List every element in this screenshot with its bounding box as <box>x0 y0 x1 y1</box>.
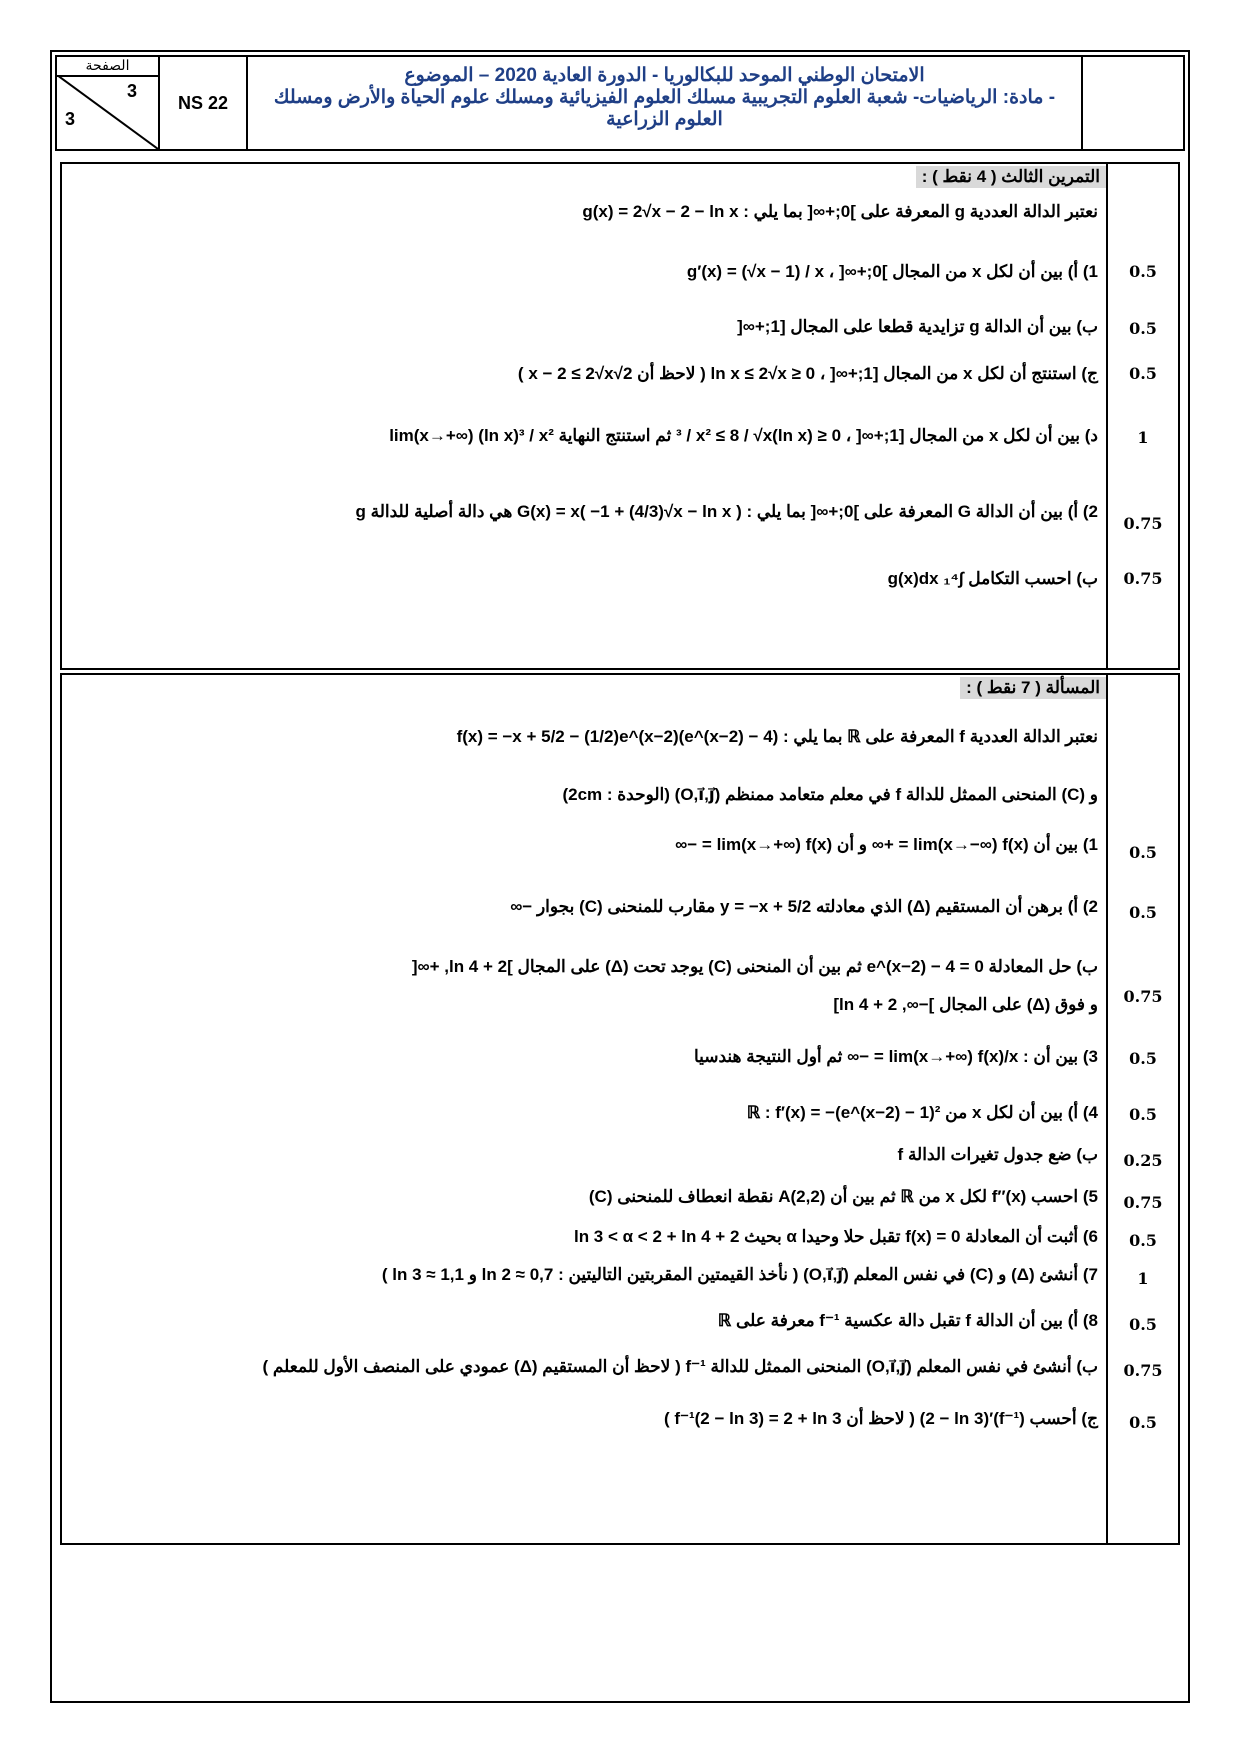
problem-row: ب) حل المعادلة e^(x−2) − 4 = 0 ثم بين أن المنحنى (C) يوجد تحت (Δ) على المجال ]2 + ln 4, +∞[ <box>411 957 1098 976</box>
problem-row: ب) ضع جدول تغيرات الدالة f <box>897 1145 1098 1164</box>
points-value: 0.5 <box>1129 1413 1157 1432</box>
points-value: 0.75 <box>1123 569 1163 588</box>
points-value: 0.5 <box>1129 903 1157 922</box>
problem-section <box>60 673 1180 1545</box>
problem-row: نعتبر الدالة العددية f المعرفة على ℝ بما يلي : f(x) = −x + 5/2 − (1/2)e^(x−2)(e^(x−2) − 4) <box>456 727 1098 746</box>
points-value: 0.5 <box>1129 364 1157 383</box>
points-column-divider <box>1106 164 1108 668</box>
ex3-row: 2) أ) بين أن الدالة G المعرفة على ]0;+∞[ بما يلي : G(x) = x( −1 + (4/3)√x − ln x ) هي دالة أصلية للدالة g <box>355 502 1098 521</box>
problem-row: 3) بين أن : lim(x→+∞) f(x)/x = −∞ ثم أول النتيجة هندسيا <box>693 1047 1098 1066</box>
points-value: 0.5 <box>1129 1231 1157 1250</box>
problem-row: 7) أنشئ (Δ) و (C) في نفس المعلم (O,i⃗,j⃗) ( نأخذ القيمتين المقربتين التاليتين : ln 2 ≈ 0,7 و ln 3 ≈ 1,1 ) <box>381 1265 1098 1284</box>
ex3-row: نعتبر الدالة العددية g المعرفة على ]0;+∞[ بما يلي : g(x) = 2√x − 2 − ln x <box>582 202 1098 221</box>
ex3-row: ب) احسب التكامل ∫₁⁴ g(x)dx <box>887 569 1098 588</box>
points-value: 1 <box>1137 428 1149 447</box>
problem-row: 8) أ) بين أن الدالة f تقبل دالة عكسية f⁻¹ معرفة على ℝ <box>717 1311 1098 1330</box>
problem-title: المسألة ( 7 نقط ) : <box>960 677 1106 699</box>
problem-row: 6) أثبت أن المعادلة f(x) = 0 تقبل حلا وحيدا α بحيث 2 + ln 3 < α < 2 + ln 4 <box>573 1227 1098 1246</box>
points-value: 0.5 <box>1129 319 1157 338</box>
page-number-box <box>55 55 160 151</box>
points-value: 0.5 <box>1129 1105 1157 1124</box>
points-value: 0.5 <box>1129 1049 1157 1068</box>
exam-code: NS 22 <box>158 55 248 151</box>
points-value: 0.5 <box>1129 1315 1157 1334</box>
page-total: 3 <box>65 109 76 129</box>
points-value: 0.75 <box>1123 1361 1163 1380</box>
points-value: 0.5 <box>1129 262 1157 281</box>
points-value: 0.75 <box>1123 987 1163 1006</box>
ex3-row: 1) أ) بين أن لكل x من المجال ]0;+∞[ ، g′(x) = (√x − 1) / x <box>686 262 1098 281</box>
title-line-2: - مادة: الرياضيات- شعبة العلوم التجريبية مسلك العلوم الفيزيائية ومسلك علوم الحياة والأرض ومسلك <box>273 87 1056 108</box>
ex3-row: ب) بين أن الدالة g تزايدية قطعا على المجال [1;+∞[ <box>737 317 1098 336</box>
problem-row: ب) أنشئ في نفس المعلم (O,i⃗,j⃗) المنحنى الممثل للدالة f⁻¹ ( لاحظ أن المستقيم (Δ) عمودي على المنصف الأول للمعلم ) <box>262 1357 1098 1376</box>
problem-row: 4) أ) بين أن لكل x من ℝ : f′(x) = −(e^(x−2) − 1)² <box>746 1103 1098 1122</box>
ex3-row: ج) استنتج أن لكل x من المجال [1;+∞[ ، 0 ≤ ln x ≤ 2√x ( لاحظ أن 2√x − 2 ≤ 2√x ) <box>517 364 1098 383</box>
exercise-3-section <box>60 162 1180 670</box>
exam-header <box>55 55 1185 151</box>
points-value: 0.25 <box>1123 1151 1163 1170</box>
ex3-row: د) بين أن لكل x من المجال [1;+∞[ ، 0 ≤ (ln x)³ / x² ≤ 8 / √x ثم استنتج النهاية lim(x→+∞) (ln x)³ / x² <box>389 426 1098 445</box>
problem-row: 2) أ) برهن أن المستقيم (Δ) الذي معادلته y = −x + 5/2 مقارب للمنحنى (C) بجوار −∞ <box>510 897 1098 916</box>
points-value: 0.75 <box>1123 1193 1163 1212</box>
page-label: الصفحة <box>57 57 158 77</box>
header-blank-cell <box>1081 55 1185 151</box>
title-line-1: الامتحان الوطني الموحد للبكالوريا - الدورة العادية 2020 – الموضوع <box>404 65 925 86</box>
problem-row: 1) بين أن lim(x→−∞) f(x) = +∞ و أن lim(x→+∞) f(x) = −∞ <box>675 835 1098 854</box>
points-value: 0.5 <box>1129 843 1157 862</box>
points-column-divider <box>1106 675 1108 1543</box>
problem-row: و فوق (Δ) على المجال ]−∞, 2 + ln 4] <box>833 995 1098 1014</box>
exercise-3-title: التمرين الثالث ( 4 نقط ) : <box>916 166 1106 188</box>
page-current: 3 <box>127 81 138 101</box>
exam-title <box>246 55 1083 151</box>
title-line-3: العلوم الزراعية <box>606 109 723 130</box>
problem-row: 5) احسب f″(x) لكل x من ℝ ثم بين أن A(2,2) نقطة انعطاف للمنحنى (C) <box>588 1187 1098 1206</box>
problem-row: ج) أحسب (f⁻¹)′(2 − ln 3) ( لاحظ أن f⁻¹(2 − ln 3) = 2 + ln 3 ) <box>663 1409 1098 1428</box>
points-value: 1 <box>1137 1269 1149 1288</box>
problem-row: و (C) المنحنى الممثل للدالة f في معلم متعامد ممنظم (O,i⃗,j⃗) (الوحدة : 2cm) <box>562 785 1098 804</box>
points-value: 0.75 <box>1123 514 1163 533</box>
